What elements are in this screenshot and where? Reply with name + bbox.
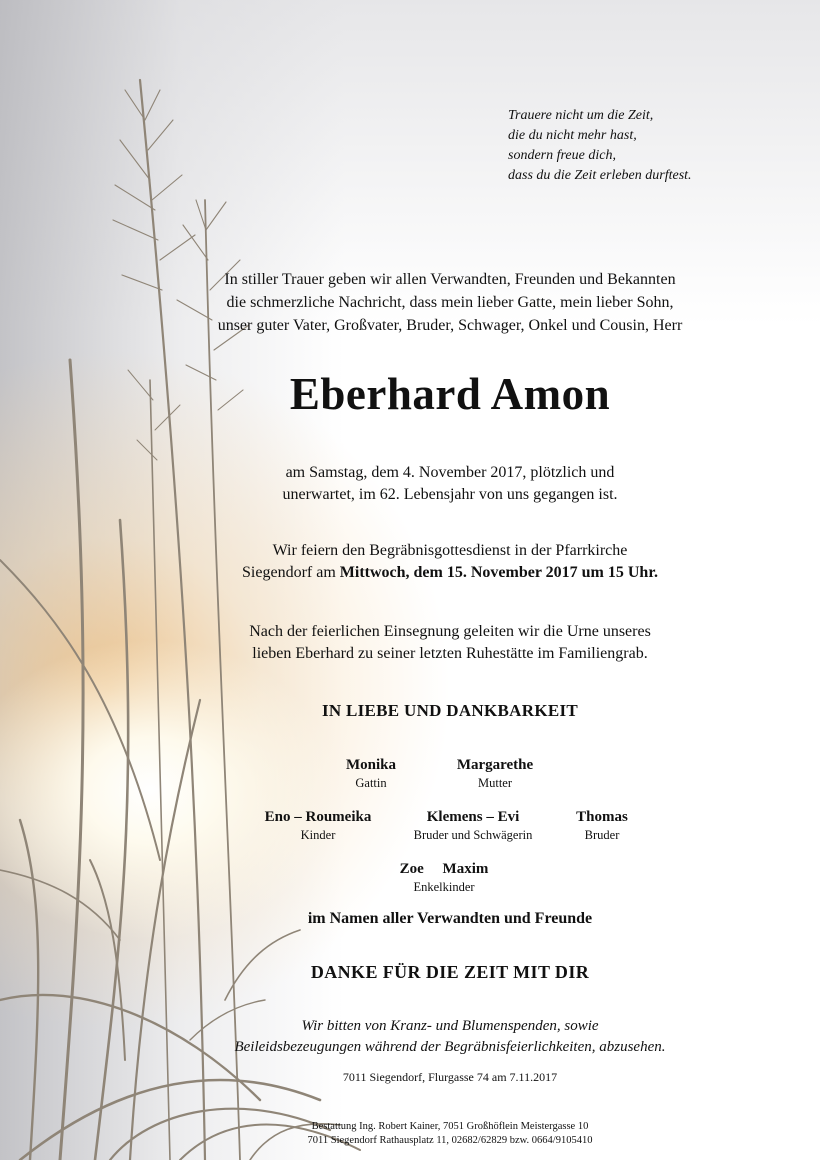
mourner-relation: Gattin xyxy=(355,776,387,790)
donation-request xyxy=(195,1016,705,1058)
funeral-notice xyxy=(200,540,700,584)
urn-notice-line: lieben Eberhard zu seiner letzten Ruhestätte im Familiengrab. xyxy=(252,645,648,662)
funeral-line: Wir feiern den Begräbnisgottesdienst in der Pfarrkirche xyxy=(272,542,628,559)
deceased-name: Eberhard Amon xyxy=(289,369,611,419)
quote-line: dass du die Zeit erleben durftest. xyxy=(508,168,692,183)
mourner-name: Margarethe xyxy=(456,757,534,773)
thanks-heading: DANKE FÜR DIE ZEIT MIT DIR xyxy=(310,962,590,982)
memorial-quote xyxy=(508,106,768,186)
funeral-place: Siegendorf am xyxy=(242,564,340,581)
mourner-zoe-maxim xyxy=(359,859,529,896)
announcement-line: unser guter Vater, Großvater, Bruder, Schwager, Onkel und Cousin, Herr xyxy=(217,317,683,334)
announcement-line: In stiller Trauer geben wir allen Verwandten, Freunden und Bekannten xyxy=(224,271,676,288)
death-notice-line: am Samstag, dem 4. November 2017, plötzlich und xyxy=(285,464,615,481)
mourner-relation: Mutter xyxy=(477,776,513,790)
mourner-name: Eno – Roumeika xyxy=(264,809,372,825)
death-notice-line: unerwartet, im 62. Lebensjahr von uns gegangen ist. xyxy=(282,486,618,503)
love-heading: IN LIEBE UND DANKBARKEIT xyxy=(321,701,579,720)
place-date: 7011 Siegendorf, Flurgasse 74 am 7.11.2017 xyxy=(342,1070,558,1084)
mourner-name: Klemens – Evi xyxy=(426,809,520,825)
announcement-text xyxy=(200,268,700,337)
mourner-relation: Bruder xyxy=(584,828,620,842)
mourner-relation: Kinder xyxy=(300,828,336,842)
undertaker-line: 7011 Siegendorf Rathausplatz 11, 02682/62829 bzw. 0664/9105410 xyxy=(307,1135,593,1146)
mourner-relation: Bruder und Schwägerin xyxy=(413,828,533,842)
undertaker-line: Bestattung Ing. Robert Kainer, 7051 Großhöflein Meistergasse 10 xyxy=(311,1121,589,1132)
mourner-relation: Enkelkinder xyxy=(413,880,475,894)
mourner-name: Zoe Maxim xyxy=(399,861,489,877)
mourner-margarethe xyxy=(410,755,580,792)
request-line: Beileidsbezeugungen während der Begräbnisfeierlichkeiten, abzusehen. xyxy=(234,1039,666,1055)
funeral-line xyxy=(200,562,700,584)
quote-line: Trauere nicht um die Zeit, xyxy=(508,108,654,123)
mourner-name: Monika xyxy=(345,757,396,773)
undertaker-info xyxy=(200,1120,700,1148)
urn-notice xyxy=(200,621,700,665)
request-line: Wir bitten von Kranz- und Blumenspenden, sowie xyxy=(301,1018,599,1034)
funeral-date: Mittwoch, dem 15. November 2017 um 15 Uhr. xyxy=(339,564,658,581)
mourner-thomas xyxy=(517,807,687,844)
urn-notice-line: Nach der feierlichen Einsegnung geleiten wir die Urne unseres xyxy=(249,623,651,640)
quote-line: sondern freue dich, xyxy=(508,148,616,163)
mourner-eno-roumeika xyxy=(233,807,403,844)
on-behalf-line: im Namen aller Verwandten und Freunde xyxy=(307,910,593,927)
mourner-name: Thomas xyxy=(576,809,628,825)
quote-line: die du nicht mehr hast, xyxy=(508,128,637,143)
announcement-line: die schmerzliche Nachricht, dass mein lieber Gatte, mein lieber Sohn, xyxy=(226,294,674,311)
death-notice xyxy=(200,462,700,506)
